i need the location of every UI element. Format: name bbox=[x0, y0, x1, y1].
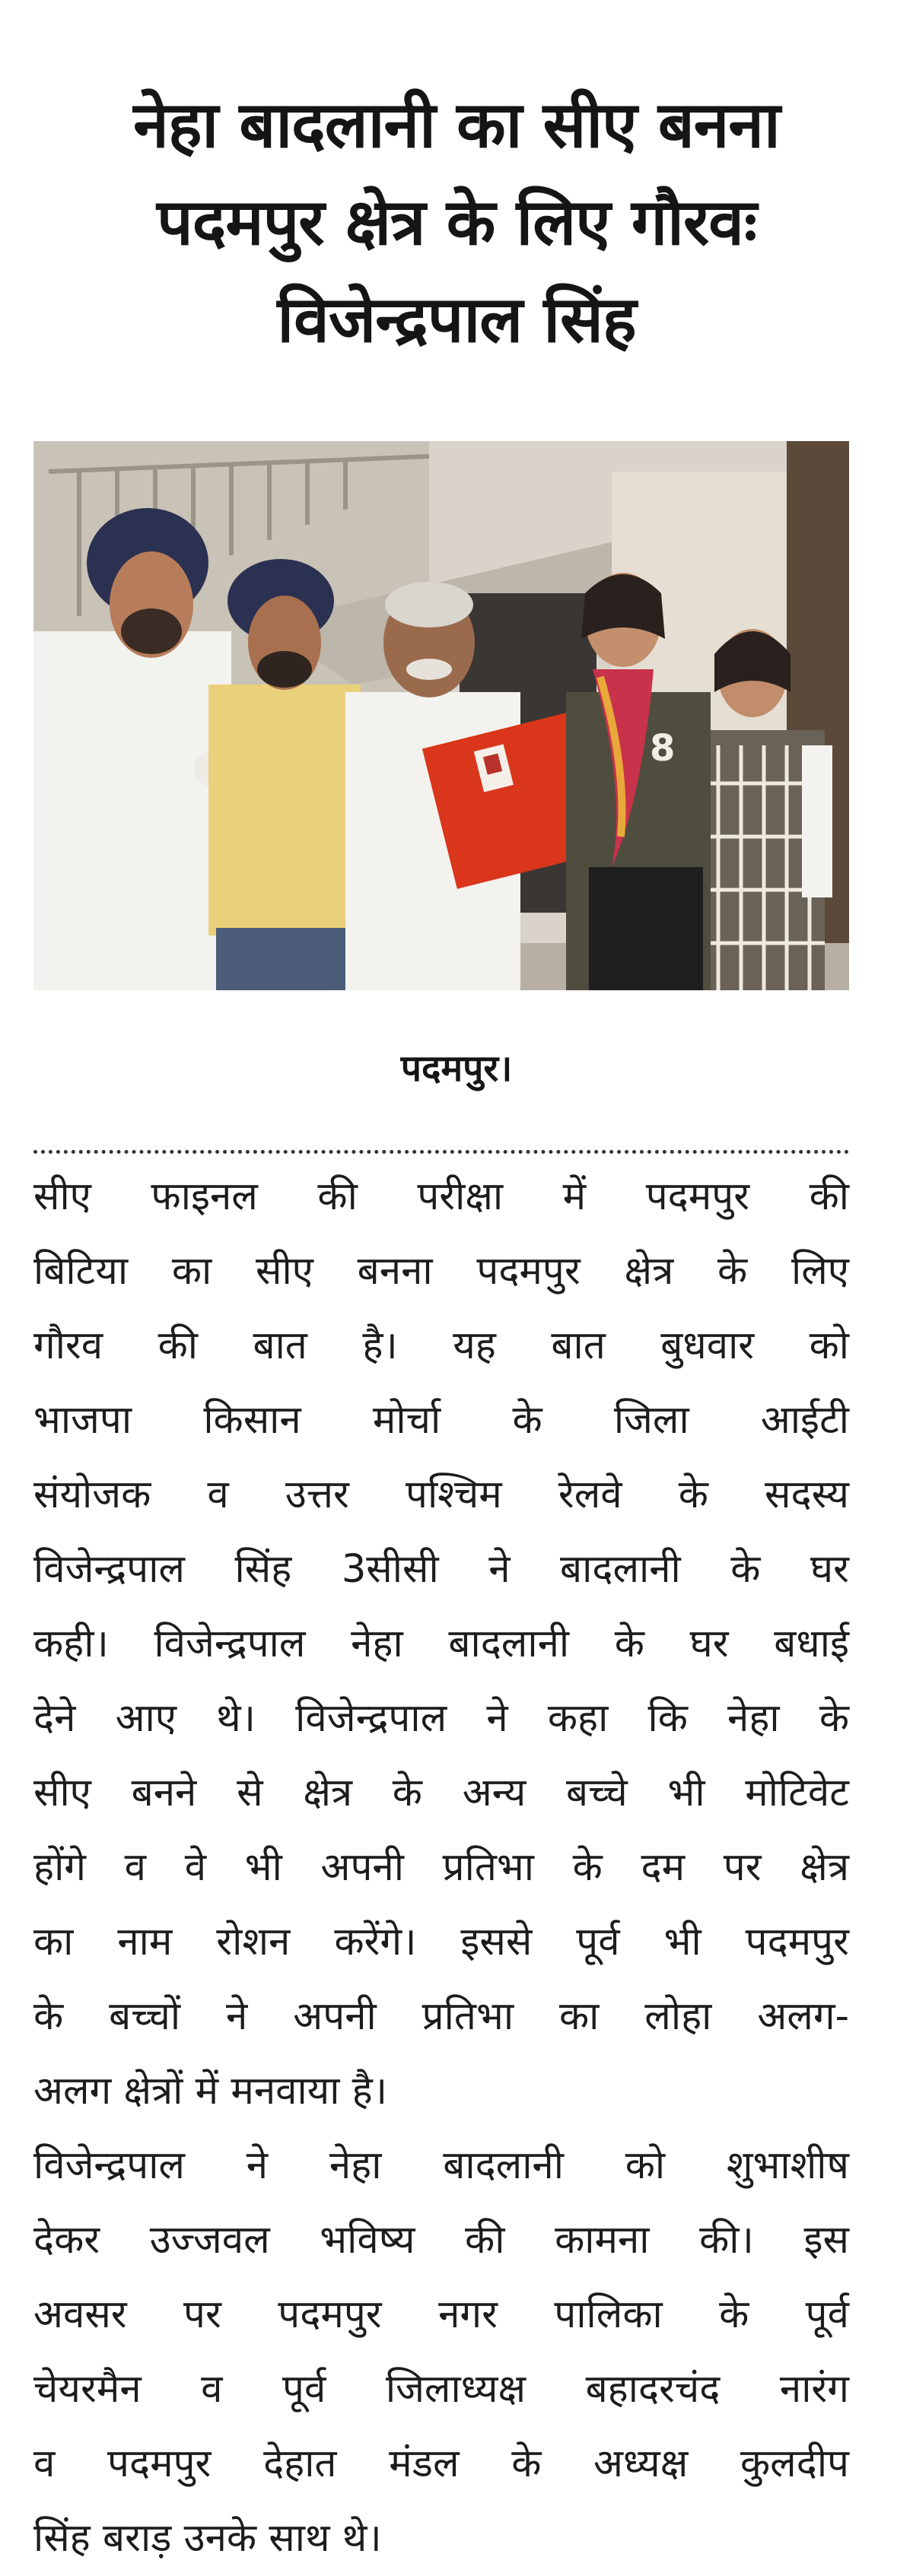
article-paragraph-1 bbox=[33, 1160, 849, 2129]
article-paragraph-2 bbox=[33, 2129, 849, 2576]
article-line: सीए बनने से क्षेत्र के अन्य बच्चे भी मोटिवेट bbox=[33, 1771, 849, 1815]
article-line: के बच्चों ने अपनी प्रतिभा का लोहा अलग- bbox=[33, 1994, 849, 2039]
article-line: का नाम रोशन करेंगे। इससे पूर्व भी पदमपुर bbox=[33, 1920, 849, 1965]
news-photo-illustration bbox=[33, 441, 849, 990]
article-line: कही। विजेन्द्रपाल नेहा बादलानी के घर बधाई bbox=[33, 1622, 849, 1666]
headline bbox=[30, 76, 883, 368]
article-line: विजेन्द्रपाल सिंह 3सीसी ने बादलानी के घर bbox=[33, 1547, 849, 1592]
article-line: गौरव की बात है। यह बात बुधवार को bbox=[33, 1323, 849, 1368]
svg-text:8: 8 bbox=[650, 727, 676, 770]
article-line: व पदमपुर देहात मंडल के अध्यक्ष कुलदीप bbox=[33, 2441, 849, 2486]
article-line: होंगे व वे भी अपनी प्रतिभा के दम पर क्षेत्र bbox=[33, 1845, 849, 1890]
headline-line-1: नेहा बादलानी का सीए बनना bbox=[133, 87, 780, 162]
article-line: बिटिया का सीए बनना पदमपुर क्षेत्र के लिए bbox=[33, 1249, 849, 1294]
article-line: चेयरमैन व पूर्व जिलाध्यक्ष बहादरचंद नारंग bbox=[33, 2367, 849, 2412]
headline-line-3: विजेन्द्रपाल सिंह bbox=[277, 282, 636, 357]
article-line: भाजपा किसान मोर्चा के जिला आईटी bbox=[33, 1398, 849, 1443]
dateline: पदमपुर। bbox=[400, 1047, 513, 1090]
headline-line-2: पदमपुर क्षेत्र के लिए गौरवः bbox=[157, 185, 756, 259]
dotted-divider bbox=[33, 1150, 849, 1154]
article-body bbox=[33, 1160, 849, 2576]
article-line: सीए फाइनल की परीक्षा में पदमपुर की bbox=[33, 1174, 849, 1219]
news-photo bbox=[33, 441, 849, 990]
article-line: विजेन्द्रपाल ने नेहा बादलानी को शुभाशीष bbox=[33, 2143, 849, 2188]
article-line: अवसर पर पदमपुर नगर पालिका के पूर्व bbox=[33, 2292, 849, 2337]
article-line: देने आए थे। विजेन्द्रपाल ने कहा कि नेहा के bbox=[33, 1696, 849, 1741]
article-line: अलग क्षेत्रों में मनवाया है। bbox=[33, 2069, 388, 2114]
article-line: संयोजक व उत्तर पश्चिम रेलवे के सदस्य bbox=[33, 1472, 849, 1517]
article-line: सिंह बराड़ उनके साथ थे। bbox=[33, 2516, 382, 2561]
article-line: देकर उज्जवल भविष्य की कामना की। इस bbox=[33, 2218, 849, 2263]
